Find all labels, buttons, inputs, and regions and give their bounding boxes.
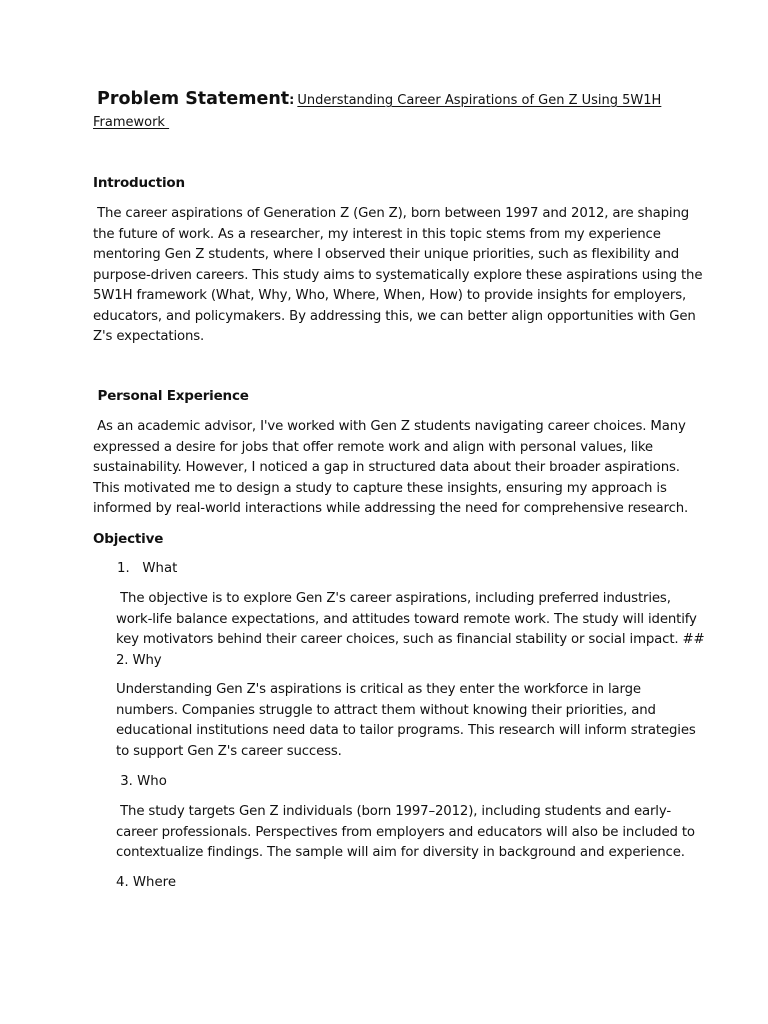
objective-where-label: 4. Where <box>116 875 177 890</box>
paragraph-line: work-life balance expectations, and attitudes toward remote work. The study will identify <box>116 611 697 627</box>
paragraph-line: sustainability. However, I noticed a gap in structured data about their broader aspirations. <box>93 460 680 475</box>
title-main: Problem Statement <box>97 89 290 109</box>
introduction-heading: Introduction <box>93 175 185 191</box>
paragraph-line: contextualize findings. The sample will aim for diversity in background and experience. <box>116 845 685 860</box>
paragraph-line: mentoring Gen Z students, where I observed their unique priorities, such as flexibility and <box>93 247 680 262</box>
objective-who-paragraph <box>116 802 695 864</box>
objective-heading: Objective <box>93 531 164 547</box>
paragraph-line: 5W1H framework (What, Why, Who, Where, When, How) to provide insights for employers, <box>93 288 687 303</box>
objective-who-label: 3. Who <box>116 774 167 789</box>
introduction-paragraph <box>93 204 702 348</box>
personal-experience-heading: Personal Experience <box>93 388 249 404</box>
personal-experience-paragraph <box>93 417 688 520</box>
paragraph-line: educational institutions need data to tailor programs. This research will inform strategies <box>116 723 696 738</box>
paragraph-line: to support Gen Z's career success. <box>116 743 342 759</box>
paragraph-line: As an academic advisor, I've worked with Gen Z students navigating career choices. Many <box>93 419 686 434</box>
title-subtitle-line1: Understanding Career Aspirations of Gen Z Using 5W1H <box>297 93 662 108</box>
paragraph-line: numbers. Companies struggle to attract them without knowing their priorities, and <box>116 702 656 718</box>
paragraph-line: purpose-driven careers. This study aims to systematically explore these aspirations using the <box>93 267 703 283</box>
paragraph-line: Z's expectations. <box>93 329 205 344</box>
paragraph-line: informed by real-world interactions while addressing the need for comprehensive research. <box>93 501 689 516</box>
objective-why-paragraph <box>116 680 696 762</box>
paragraph-line: The objective is to explore Gen Z's career aspirations, including preferred industries, <box>116 591 671 606</box>
paragraph-line: This motivated me to design a study to capture these insights, ensuring my approach is <box>93 480 667 496</box>
title-colon: : <box>289 93 295 108</box>
paragraph-line: 2. Why <box>116 652 162 668</box>
paragraph-line: the future of work. As a researcher, my interest in this topic stems from my experience <box>93 226 661 242</box>
paragraph-line: educators, and policymakers. By addressing this, we can better align opportunities with Gen <box>93 308 696 324</box>
paragraph-line: career professionals. Perspectives from employers and educators will also be included to <box>116 824 695 840</box>
paragraph-line: key motivators behind their career choices, such as financial stability or social impact. ## <box>116 632 705 647</box>
paragraph-line: Understanding Gen Z's aspirations is critical as they enter the workforce in large <box>116 682 641 697</box>
objective-what-paragraph <box>116 589 705 671</box>
objective-what-label: 1. What <box>117 561 178 576</box>
paragraph-line: The study targets Gen Z individuals (born 1997–2012), including students and early- <box>116 804 671 819</box>
problem-statement-title <box>93 88 693 112</box>
title-subtitle-line2: Framework <box>93 115 170 130</box>
paragraph-line: expressed a desire for jobs that offer remote work and align with personal values, like <box>93 439 653 455</box>
paragraph-line: The career aspirations of Generation Z (Gen Z), born between 1997 and 2012, are shaping <box>93 206 690 221</box>
